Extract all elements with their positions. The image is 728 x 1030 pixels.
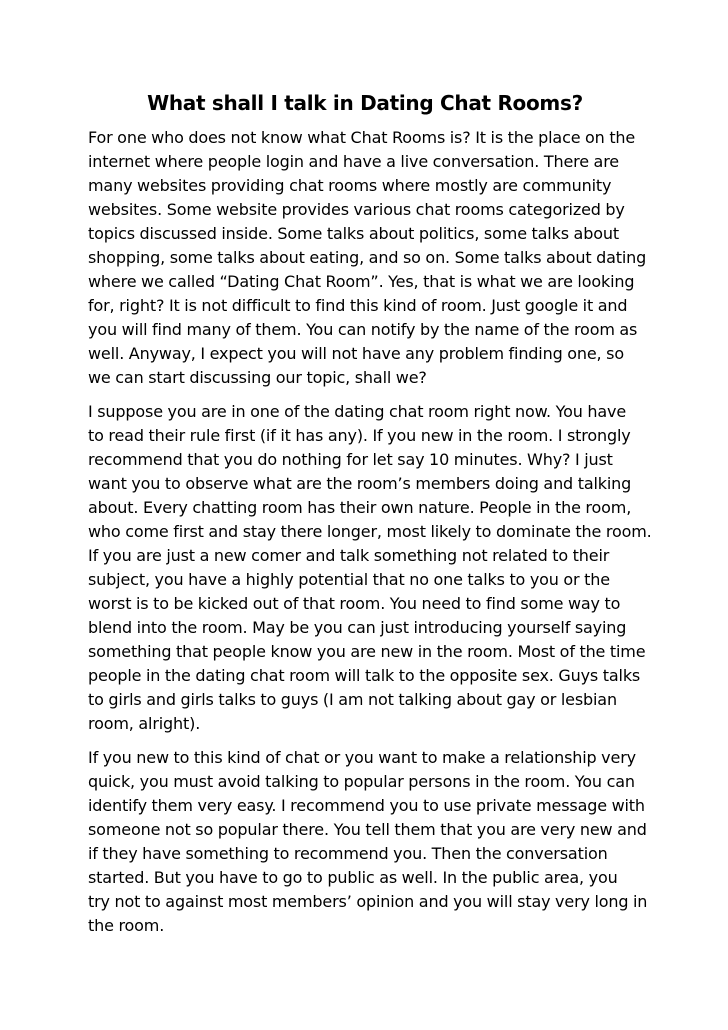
document-title: What shall I talk in Dating Chat Rooms? bbox=[147, 91, 583, 115]
text-line: identify them very easy. I recommend you to use private message with bbox=[88, 796, 645, 815]
text-line: topics discussed inside. Some talks about politics, some talks about bbox=[88, 224, 619, 243]
text-line: to girls and girls talks to guys (I am not talking about gay or lesbian bbox=[88, 690, 617, 709]
text-line: who come first and stay there longer, most likely to dominate the room. bbox=[88, 522, 652, 541]
text-line: blend into the room. May be you can just introducing yourself saying bbox=[88, 618, 627, 637]
text-line: many websites providing chat rooms where mostly are community bbox=[88, 176, 612, 195]
text-line: where we called “Dating Chat Room”. Yes, that is what we are looking bbox=[88, 272, 635, 291]
text-line: for, right? It is not difficult to find this kind of room. Just google it and bbox=[88, 296, 628, 315]
text-line: worst is to be kicked out of that room. You need to find some way to bbox=[88, 594, 621, 613]
text-line: I suppose you are in one of the dating chat room right now. You have bbox=[88, 402, 627, 421]
text-line: about. Every chatting room has their own nature. People in the room, bbox=[88, 498, 632, 517]
document-body bbox=[88, 126, 652, 938]
text-line: people in the dating chat room will talk to the opposite sex. Guys talks bbox=[88, 666, 641, 685]
text-line: you will find many of them. You can notify by the name of the room as bbox=[88, 320, 638, 339]
paragraph bbox=[88, 126, 647, 390]
text-line: subject, you have a highly potential that no one talks to you or the bbox=[88, 570, 610, 589]
text-line: internet where people login and have a live conversation. There are bbox=[88, 152, 619, 171]
document-page bbox=[88, 88, 652, 948]
text-line: shopping, some talks about eating, and so on. Some talks about dating bbox=[88, 248, 647, 267]
text-line: room, alright). bbox=[88, 714, 201, 733]
text-line: well. Anyway, I expect you will not have any problem finding one, so bbox=[88, 344, 624, 363]
text-line: quick, you must avoid talking to popular persons in the room. You can bbox=[88, 772, 635, 791]
text-line: we can start discussing our topic, shall we? bbox=[88, 368, 427, 387]
text-line: For one who does not know what Chat Rooms is? It is the place on the bbox=[88, 128, 636, 147]
text-line: to read their rule first (if it has any). If you new in the room. I strongly bbox=[88, 426, 631, 445]
text-line: started. But you have to go to public as well. In the public area, you bbox=[88, 868, 618, 887]
text-line: If you are just a new comer and talk something not related to their bbox=[88, 546, 610, 565]
text-line: the room. bbox=[88, 916, 165, 935]
text-line: If you new to this kind of chat or you want to make a relationship very bbox=[88, 748, 636, 767]
text-line: try not to against most members’ opinion and you will stay very long in bbox=[88, 892, 648, 911]
text-line: websites. Some website provides various chat rooms categorized by bbox=[88, 200, 625, 219]
text-line: something that people know you are new in the room. Most of the time bbox=[88, 642, 646, 661]
text-line: recommend that you do nothing for let say 10 minutes. Why? I just bbox=[88, 450, 613, 469]
paragraph bbox=[88, 746, 648, 938]
text-line: want you to observe what are the room’s members doing and talking bbox=[88, 474, 632, 493]
paragraph bbox=[88, 400, 652, 736]
text-line: someone not so popular there. You tell them that you are very new and bbox=[88, 820, 647, 839]
text-line: if they have something to recommend you. Then the conversation bbox=[88, 844, 608, 863]
